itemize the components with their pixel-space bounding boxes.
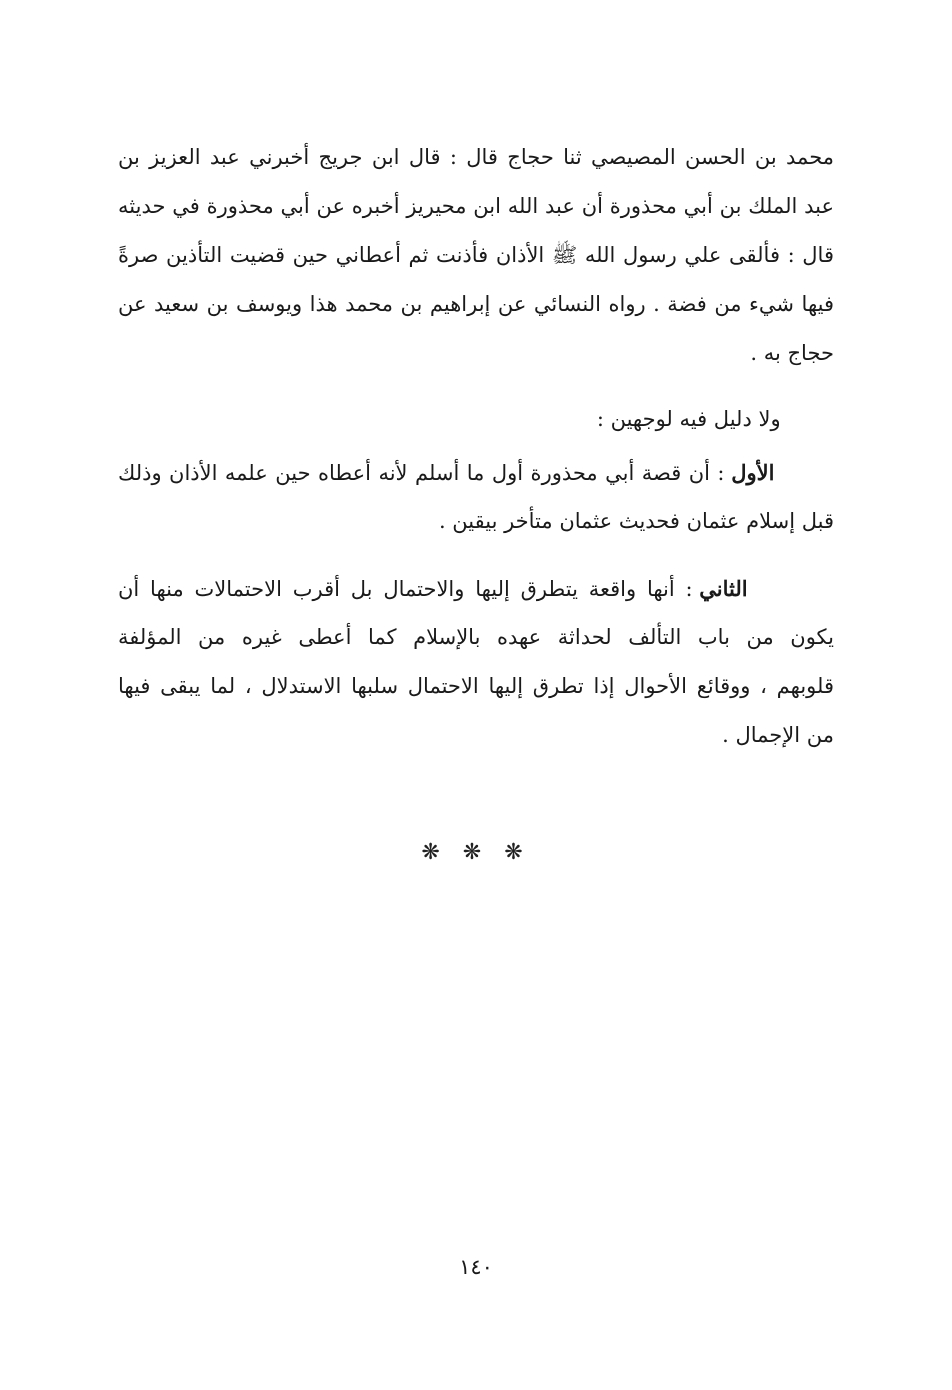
text-line: قال : فألقى علي رسول الله ﷺ الأذان فأذنت ثم أعطاني حين قضيت التأذين صرةً [118,243,834,267]
paragraph-first-aspect [118,448,834,546]
text-line: فيها شيء من فضة . رواه النسائي عن إبراهيم بن محمد هذا ويوسف بن سعيد عن [118,292,834,316]
text-line: حجاج به . [750,341,834,365]
text-line: قلوبهم ، ووقائع الأحوال إذا تطرق إليها الاحتمال سلبها الاستدلال ، لما يبقى فيها [118,674,834,698]
text-line: قبل إسلام عثمان فحديث عثمان متأخر بيقين . [438,509,834,533]
page-number: ١٤٠ [459,1255,493,1279]
first-aspect-text: : أن قصة أبي محذورة أول ما أسلم لأنه أعطاه حين علمه الأذان وذلك [118,461,732,485]
text-line: ‏ الثاني : أنها واقعة يتطرق إليها والاحتمال بل أقرب الاحتمالات منها أن [118,576,834,601]
two-aspects-text: ولا دليل فيه لوجهين : [596,407,781,431]
text-line: من الإجمال . [722,723,834,747]
text-line: ‏ ولا دليل فيه لوجهين : [596,407,834,431]
text-line: محمد بن الحسن المصيصي ثنا حجاج قال : قال ابن جريج أخبرني عبد العزيز بن [118,145,834,169]
second-aspect-heading: الثاني [699,576,748,601]
first-aspect-heading: الأول [731,460,775,485]
text-line: يكون من باب التألف لحداثة عهده بالإسلام كما أعطى غيره من المؤلفة [118,625,834,649]
text-line: ‏ الأول : أن قصة أبي محذورة أول ما أسلم لأنه أعطاه حين علمه الأذان وذلك [118,460,834,485]
second-aspect-text: : أنها واقعة يتطرق إليها والاحتمال بل أقرب الاحتمالات منها أن [118,577,700,601]
section-separator: ❋ ❋ ❋ [421,840,531,865]
text-line: عبد الملك بن أبي محذورة أن عبد الله ابن محيريز أخبره عن أبي محذورة في حديثه [118,194,834,218]
paragraph-hadith-chain [118,133,834,378]
paragraph-second-aspect [118,564,834,760]
paragraph-two-aspects [118,395,834,444]
